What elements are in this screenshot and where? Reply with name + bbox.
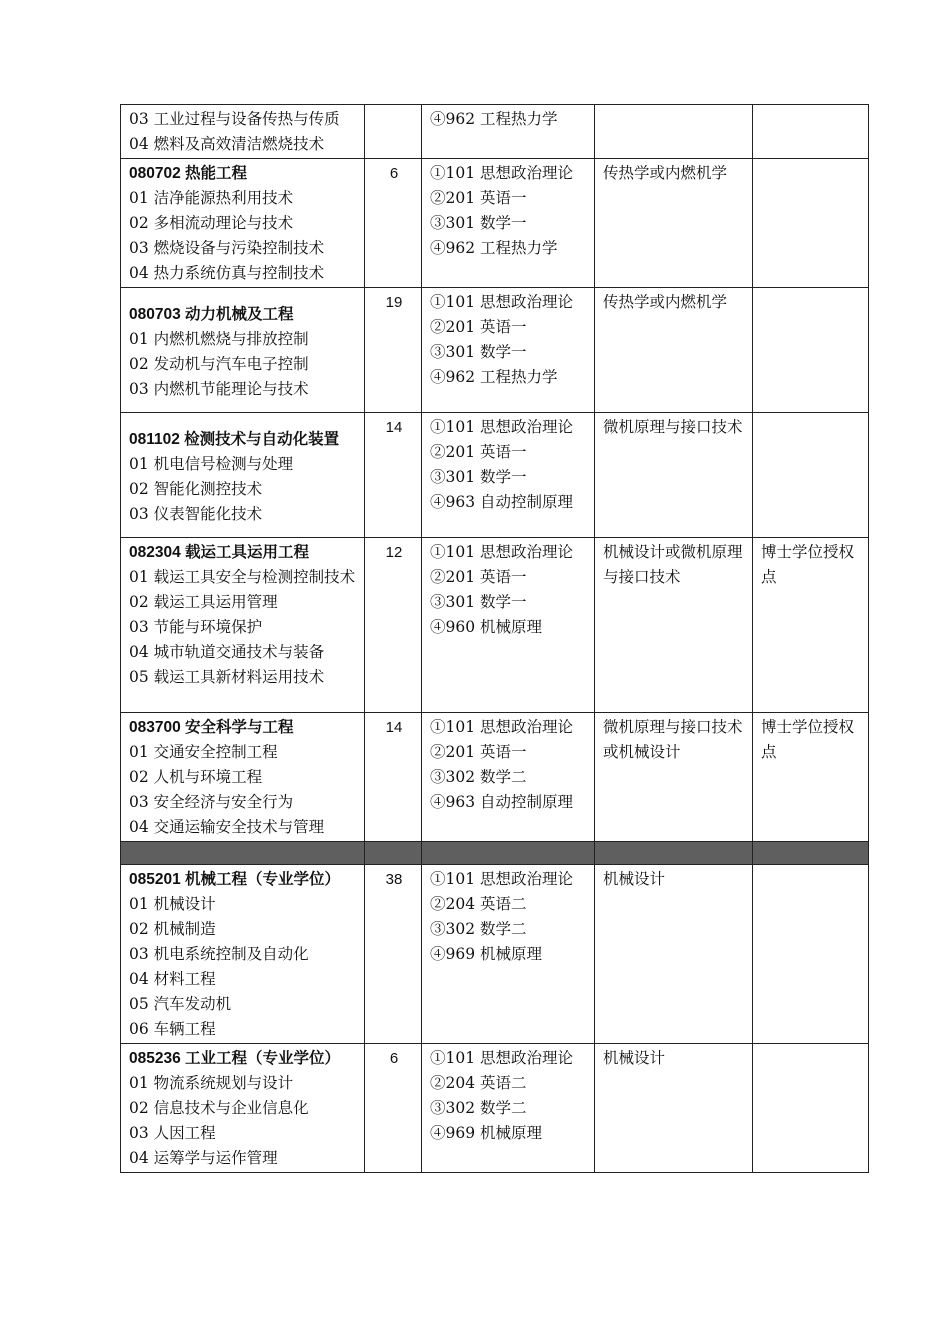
retest-cell: 微机原理与接口技术: [595, 413, 753, 538]
quota-cell: 12: [365, 538, 422, 713]
exam-subject: ②204 英语二: [430, 1074, 527, 1092]
research-direction: 03 节能与环境保护: [129, 618, 263, 636]
separator-cell: [365, 842, 422, 865]
note-cell: [753, 159, 869, 288]
exam-subject: ①101 思想政治理论: [430, 164, 574, 182]
quota-cell: 6: [365, 159, 422, 288]
exam-subject: ②204 英语二: [430, 895, 527, 913]
major-title: 080702 热能工程: [129, 165, 248, 182]
note-cell: 博士学位授权点: [753, 713, 869, 842]
retest-cell: 微机原理与接口技术或机械设计: [595, 713, 753, 842]
major-cell: [121, 288, 365, 413]
major-cell: [121, 413, 365, 538]
exam-subject: ①101 思想政治理论: [430, 1049, 574, 1067]
major-cell: [121, 713, 365, 842]
exam-subject: ④962 工程热力学: [430, 110, 558, 128]
exam-subject: ③302 数学二: [430, 768, 527, 786]
separator-cell: [595, 842, 753, 865]
exam-cell: [422, 105, 595, 159]
note-cell: [753, 288, 869, 413]
research-direction: 02 人机与环境工程: [129, 768, 263, 786]
research-direction: 06 车辆工程: [129, 1020, 216, 1038]
table-row: [121, 413, 869, 538]
major-title: 080703 动力机械及工程: [129, 306, 294, 323]
research-direction: 03 燃烧设备与污染控制技术: [129, 239, 325, 257]
quota-cell: 14: [365, 413, 422, 538]
exam-subject: ①101 思想政治理论: [430, 718, 574, 736]
research-direction: 01 载运工具安全与检测控制技术: [129, 568, 356, 586]
retest-cell: 传热学或内燃机学: [595, 159, 753, 288]
note-cell: [753, 1044, 869, 1173]
table-row: [121, 713, 869, 842]
major-title: 081102 检测技术与自动化装置: [129, 431, 340, 448]
exam-subject: ④969 机械原理: [430, 945, 543, 963]
research-direction: 04 材料工程: [129, 970, 216, 988]
exam-subject: ④962 工程热力学: [430, 368, 558, 386]
major-title: 085201 机械工程（专业学位）: [129, 871, 341, 888]
research-direction: 02 信息技术与企业信息化: [129, 1099, 309, 1117]
exam-cell: [422, 1044, 595, 1173]
research-direction: 01 交通安全控制工程: [129, 743, 278, 761]
research-direction: 01 机械设计: [129, 895, 216, 913]
table-row: [121, 288, 869, 413]
quota-cell: 19: [365, 288, 422, 413]
exam-cell: [422, 288, 595, 413]
exam-subject: ①101 思想政治理论: [430, 543, 574, 561]
research-direction: 04 燃料及高效清洁燃烧技术: [129, 135, 325, 153]
exam-subject: ③301 数学一: [430, 468, 527, 486]
table-row: [121, 105, 869, 159]
exam-cell: [422, 159, 595, 288]
note-cell: [753, 865, 869, 1044]
exam-subject: ③301 数学一: [430, 214, 527, 232]
table-row: [121, 1044, 869, 1173]
exam-subject: ②201 英语一: [430, 189, 527, 207]
research-direction: 01 内燃机燃烧与排放控制: [129, 330, 309, 348]
exam-subject: ①101 思想政治理论: [430, 418, 574, 436]
separator-cell: [753, 842, 869, 865]
retest-cell: 机械设计: [595, 865, 753, 1044]
exam-subject: ④963 自动控制原理: [430, 493, 574, 511]
research-direction: 02 载运工具运用管理: [129, 593, 278, 611]
table-row: [121, 538, 869, 713]
research-direction: 02 智能化测控技术: [129, 480, 263, 498]
research-direction: 02 发动机与汽车电子控制: [129, 355, 309, 373]
exam-cell: [422, 413, 595, 538]
major-title: 082304 载运工具运用工程: [129, 544, 310, 561]
table-row: [121, 865, 869, 1044]
research-direction: 04 城市轨道交通技术与装备: [129, 643, 325, 661]
research-direction: 02 机械制造: [129, 920, 216, 938]
research-direction: 01 机电信号检测与处理: [129, 455, 294, 473]
major-cell: [121, 865, 365, 1044]
research-direction: 01 洁净能源热利用技术: [129, 189, 294, 207]
research-direction: 01 物流系统规划与设计: [129, 1074, 294, 1092]
exam-subject: ④963 自动控制原理: [430, 793, 574, 811]
exam-subject: ①101 思想政治理论: [430, 293, 574, 311]
exam-subject: ④960 机械原理: [430, 618, 543, 636]
exam-subject: ②201 英语一: [430, 568, 527, 586]
separator-cell: [422, 842, 595, 865]
exam-subject: ①101 思想政治理论: [430, 870, 574, 888]
exam-subject: ③302 数学二: [430, 1099, 527, 1117]
separator-cell: [121, 842, 365, 865]
exam-cell: [422, 538, 595, 713]
quota-cell: 38: [365, 865, 422, 1044]
retest-cell: 机械设计: [595, 1044, 753, 1173]
research-direction: 03 人因工程: [129, 1124, 216, 1142]
retest-cell: 机械设计或微机原理与接口技术: [595, 538, 753, 713]
exam-cell: [422, 713, 595, 842]
research-direction: 05 载运工具新材料运用技术: [129, 668, 325, 686]
exam-subject: ②201 英语一: [430, 743, 527, 761]
separator-row: [121, 842, 869, 865]
exam-subject: ②201 英语一: [430, 443, 527, 461]
quota-cell: [365, 105, 422, 159]
major-cell: [121, 1044, 365, 1173]
quota-cell: 6: [365, 1044, 422, 1173]
research-direction: 03 安全经济与安全行为: [129, 793, 294, 811]
major-title: 083700 安全科学与工程: [129, 719, 294, 736]
quota-cell: 14: [365, 713, 422, 842]
exam-subject: ③301 数学一: [430, 593, 527, 611]
note-cell: 博士学位授权点: [753, 538, 869, 713]
note-cell: [753, 105, 869, 159]
admissions-table: [120, 104, 869, 1173]
major-cell: [121, 159, 365, 288]
exam-subject: ④962 工程热力学: [430, 239, 558, 257]
note-cell: [753, 413, 869, 538]
research-direction: 03 仪表智能化技术: [129, 505, 263, 523]
research-direction: 02 多相流动理论与技术: [129, 214, 294, 232]
exam-subject: ②201 英语一: [430, 318, 527, 336]
major-cell: [121, 538, 365, 713]
research-direction: 03 内燃机节能理论与技术: [129, 380, 309, 398]
research-direction: 03 机电系统控制及自动化: [129, 945, 309, 963]
research-direction: 04 运筹学与运作管理: [129, 1149, 278, 1167]
exam-subject: ④969 机械原理: [430, 1124, 543, 1142]
major-cell: [121, 105, 365, 159]
retest-cell: [595, 105, 753, 159]
exam-cell: [422, 865, 595, 1044]
retest-cell: 传热学或内燃机学: [595, 288, 753, 413]
table-row: [121, 159, 869, 288]
research-direction: 04 热力系统仿真与控制技术: [129, 264, 325, 282]
research-direction: 05 汽车发动机: [129, 995, 232, 1013]
research-direction: 04 交通运输安全技术与管理: [129, 818, 325, 836]
exam-subject: ③302 数学二: [430, 920, 527, 938]
research-direction: 03 工业过程与设备传热与传质: [129, 110, 340, 128]
exam-subject: ③301 数学一: [430, 343, 527, 361]
major-title: 085236 工业工程（专业学位）: [129, 1050, 341, 1067]
